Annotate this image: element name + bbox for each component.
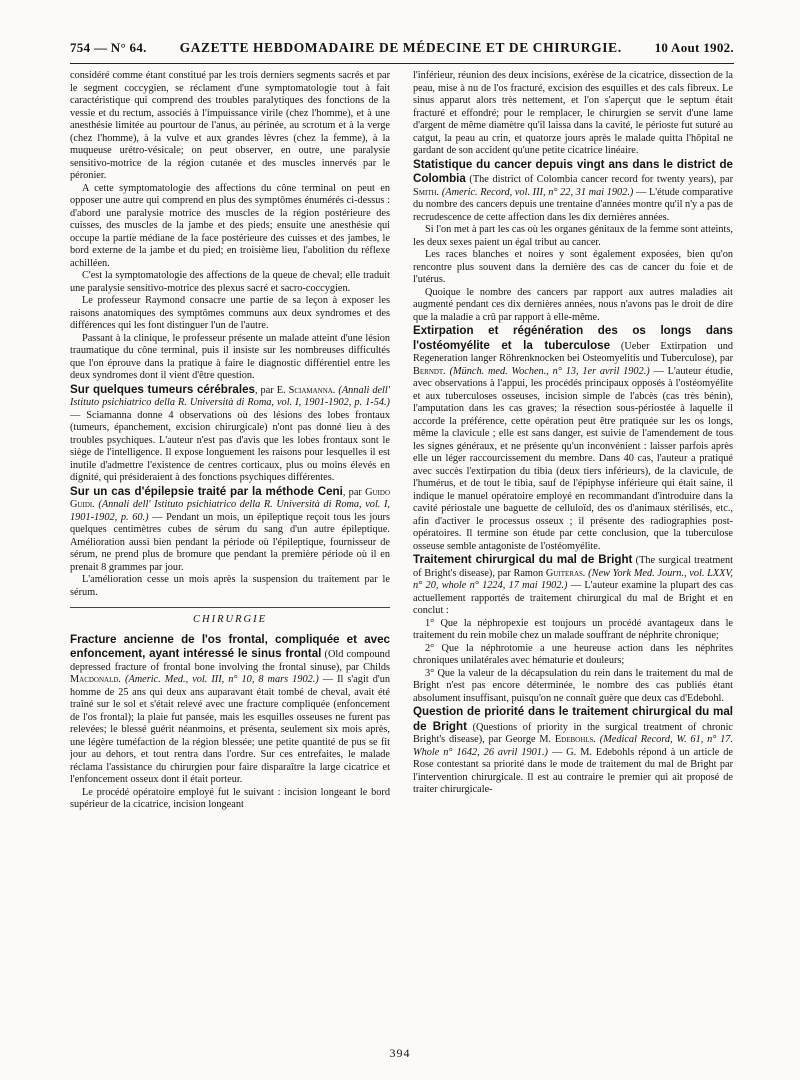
article-text: — Sciamanna donne 4 observations où des lésions des lobes frontaux (tumeurs, épanchement, excision chirurgicale) n'ont pas donné lieu à des troubles psychiques. L'auteur n'est pas d'avis que les lobes frontaux sont le siège de l'intelligence. Il expose longuement les raisons pour lesquelles il est inutile d'admettre l'existence de centres corticaux, plus ou moins élevés en dignité, qui présideraient à des fonctions psychiques différentes. (70, 409, 390, 483)
issue-date: 10 Aout 1902. (654, 40, 734, 55)
article-subtitle: (Questions of priority in the surgical treatment of chronic Bright's disease), par George M. (413, 721, 733, 745)
article-source: . (Americ. Record, vol. III, n° 22, 31 mai 1902.) (436, 186, 634, 198)
article-source: . (Münch. med. Wochen., n° 13, 1er avril 1902.) (443, 365, 650, 377)
paragraph: Le professeur Raymond consacre une partie de sa leçon à exposer les raisons anatomiques des symptômes communs aux deux syndromes et des différences qui les font distinguer l'un de l'autre. (70, 295, 390, 331)
page-number-issue: 754 — N° 64. (70, 40, 147, 55)
left-column (70, 70, 390, 1030)
paragraph: Quoique le nombre des cancers par rapport aux autres maladies ait augmenté pendant ces dix dernières années, nous n'avons pas le droit de dire que la maladie a crû par rapport à elle-même. (413, 286, 733, 323)
paragraph: l'inférieur, réunion des deux incisions, exérèse de la cicatrice, dissection de la peau, mise à nu de l'os fracturé, excision des esquilles et des cals fibreux. Le sinus apparut alors très nettement, et l'on s'aperçut que le septum était fracturé et effondré; pour le remplacer, le chirurgien se servit d'une lame d'argent de même diamètre qu'il laissa dans la cavité, le périoste fut suturé au catgut, la peau au crin, et quatorze jours après le malade quitta l'hôpital ne gardant de son accident qu'une petite cicatrice linéaire. (413, 70, 733, 156)
article-subtitle: (The district of Colombia cancer record for twenty years), par (465, 174, 733, 185)
article-title: Question de priorité dans le traitement chirurgical du mal de Bright (413, 705, 733, 733)
paragraph: C'est la symptomatologie des affections de la queue de cheval; elle traduit une paralysie sensitivo-motrice des plexus sacré et sacro-coccygien. (70, 270, 390, 294)
article-byline-prefix: , par (254, 384, 277, 396)
article-priorite-bright (413, 705, 733, 797)
article-subtitle: (Ueber Extirpation und Regeneration langer Röhrenknocken bei Osteomyelitis und Tuberculose), par (413, 340, 733, 364)
article-subtitle: (Old compound depressed fracture of frontal bone involving the frontal sinuse), par Childs (70, 649, 390, 673)
article-source: . (Americ. Med., vol. III, n° 10, 8 mars 1902.) (118, 674, 319, 685)
paragraph: A cette symptomatologie des affections du cône terminal on peut en opposer une autre qui comprend en plus des symptômes énumérés ci-dessus : d'abord une paralysie motrice des muscles de la région postérieure des cuisses, des muscles de la jambe et des pieds; ensuite une anesthésie qui occupe la partie médiane de la face postérieure des cuisses et des jambes, le bord externe de la jambe et du pied; en troisième lieu, l'abolition du réflexe achilléen. (70, 182, 390, 269)
article-subtitle: (The surgical treatment of Bright's disease), par Ramon (413, 555, 733, 579)
article-byline-prefix: , par (342, 486, 366, 498)
paragraph: Passant à la clinique, le professeur présente un malade atteint d'une lésion traumatique du cône terminal, puis il insiste sur les nombreuses difficultés que l'on éprouve dans la pratique à faire le diagnostic différentiel entre les deux syndromes dont il vient d'être question. (70, 332, 390, 381)
article-author: Guido Guidi (70, 486, 390, 510)
article-title: Traitement chirurgical du mal de Bright (413, 553, 633, 566)
article-author: Edebohls (554, 734, 594, 745)
article-cancer-colombia (413, 158, 733, 225)
article-fracture-frontal (70, 633, 390, 787)
article-title: Fracture ancienne de l'os frontal, compliquée et avec enfoncement, ayant intéressé le sinus frontal (70, 632, 390, 660)
article-text: — G. M. Edebohls répond à un article de Rose contestant sa priorité dans le mode de traitement du mal de Bright par l'intervention chirurgicale. Il est au contraire le premier qui ait proposé de traiter chirurgicale- (413, 746, 733, 795)
article-tumeurs-cerebrales (70, 383, 390, 485)
right-column (413, 70, 733, 1030)
article-text: — Pendant un mois, un épileptique reçoit tous les jours quelques centimètres cubes de sérum du sang d'un autre épileptique. Amélioration aussi bien pendant la période où l'épileptique, fournisseur de sérum, ne prend plus de bromure que pendant la première période où il en prenait 8 grammes par jour. (70, 511, 390, 573)
article-author: Smith (413, 186, 437, 198)
article-source: . (Annali dell' Istituto psichiatrico della R. Università di Roma, vol. I, 1901-1902, p. 60.) (70, 499, 390, 523)
paragraph: Les races blanches et noires y sont également exposées, bien qu'on rencontre plus souvent dans la dernière des cas de cancer du foie et de l'utérus. (413, 249, 733, 285)
folio-number: 394 (389, 1046, 411, 1060)
article-title: Extirpation et régénération des os longs dans l'ostéomyélite et la tuberculose (413, 324, 733, 352)
article-author: Guiteras (545, 567, 583, 579)
article-author: Macdonald (70, 674, 119, 685)
conclusion-item: 1° Que la néphropexie est toujours un procédé avantageux dans le traitement du rein mobile chez un malade souffrant de néphrite chronique; (413, 617, 733, 641)
paragraph: Si l'on met à part les cas où les organes génitaux de la femme sont atteints, les deux sexes paient un égal tribut au cancer. (413, 224, 733, 248)
article-author: E. Sciamanna (276, 384, 333, 396)
article-source: . (New York Med. Journ., vol. LXXV, n° 20, whole n° 1224, 17 mai 1902.) (413, 567, 733, 591)
conclusion-item: 2° Que la néphrotomie a une heureuse action dans les néphrites chroniques unilatérales avec hématurie et douleurs; (413, 642, 733, 666)
article-epilepsie-ceni (70, 485, 390, 575)
article-source: . (Medical Record, W. 61, n° 17. Whole n° 1642, 26 avril 1901.) (413, 734, 733, 758)
article-text: — Il s'agit d'un homme de 25 ans qui deux ans auparavant était tombé de cheval, avait été traîné sur le sol et s'était relevé avec une fracture compliquée (enfoncement de l'os frontal); la plaie fut pansée, mais les esquilles osseuses ne furent pas relevées; le blessé guérit néanmoins, et présenta, seulement six mois après, une légère tuméfaction de la région blessée; une petite quantité de pus se fit jour au dehors, et tout rentra dans l'ordre. Sur ces entrefaites, le malade réclama l'assistance du chirurgien pour faire disparaître la large cicatrice et l'enfoncement osseux dont il était porteur. (70, 674, 390, 785)
article-text: — L'étude comparative du nombre des cancers depuis une trentaine d'années montre qu'il n'y a pas de recrudescence de cette affection dans les dix dernières années. (413, 186, 733, 223)
journal-title: GAZETTE HEBDOMADAIRE DE MÉDECINE ET DE CHIRURGIE. (179, 40, 622, 55)
article-source: . (Annali dell' Istituto psichiatrico della R. Università di Roma, vol. I, 1901-1902, p. 1-54.) (70, 384, 390, 408)
article-text: — L'auteur étudie, avec observations à l'appui, les procédés principaux opposés à l'ostéomyélite et aux tuberculoses osseuses, incision simple de l'abcès (cas très bénin), l'amputation dans les cas graves; la résection sous-périostée à laquelle il accorde la préférence, cette opération peut être pratiquée sur les os longs, même la clavicule ; elle est sans danger, est suivie de l'amendement de tous les signes généraux, et ne présente qu'un inconvénient : laisser parfois après elle un léger raccourcissement du membre. Dans 40 cas, l'auteur a pratiqué avec succès l'extirpation du tibia (deux tiers inférieurs), de la clavicule, de l'humérus, et de tout le tibia, sauf de l'épiphyse inférieure qui était saine, il indique le manuel opératoire employé en recommandant d'introduire dans la cavité périostale une baguette de celluloïd, des os d'animaux stérilisés, etc., afin d'activer le processus osseux ; il présente des radiographies post-opératoires. Il termine son étude par cette conclusion, que la tuberculose osseuse semble antagoniste de l'ostéomyélite. (413, 365, 733, 552)
article-text: — L'auteur examine la plupart des cas actuellement rapportés de traitement chirurgical du mal de Bright et en conclut : (413, 580, 733, 616)
article-author: Berndt (413, 365, 444, 377)
paragraph: L'amélioration cesse un mois après la suspension du traitement par le sérum. (70, 574, 390, 598)
running-header (70, 40, 734, 60)
conclusion-item: 3° Que la valeur de la décapsulation du rein dans le traitement du mal de Bright n'est pas encore déterminée, le nombre des cas publiés étant absolument insuffisant, puisqu'on ne connaît guère que deux cas d'Edebohl. (413, 667, 733, 704)
header-rule (70, 63, 734, 64)
article-title: Sur quelques tumeurs cérébrales (70, 382, 255, 396)
article-extirpation-os-longs (413, 324, 733, 553)
article-title: Statistique du cancer depuis vingt ans dans le district de Colombia (413, 157, 733, 185)
paragraph: considéré comme étant constitué par les trois derniers segments sacrés et par le segment coccygien, se réclament d'une symptomatologie tout à fait caractéristique qui comprend des troubles paralytiques des fonctions de la vessie et du rectum, associés à l'impuissance virile (chez l'homme), et à une anesthésie limitée au pourtour de l'anus, au périnée, au scrotum et à la verge (chez l'homme), à la vulve et aux grandes lèvres (chez la femme), à la muqueuse urétro-vésicale; on peut observer, en outre, une paralysie sensitivo-motrice de la région cutanée et des muscles innervés par le péronier. (70, 70, 390, 181)
section-heading-chirurgie: CHIRURGIE (70, 607, 390, 627)
article-title: Sur un cas d'épilepsie traité par la méthode Ceni (70, 484, 343, 498)
paragraph: Le procédé opératoire employé fut le suivant : incision longeant le bord supérieur de la cicatrice, incision longeant (70, 786, 390, 810)
article-traitement-bright (413, 553, 733, 618)
